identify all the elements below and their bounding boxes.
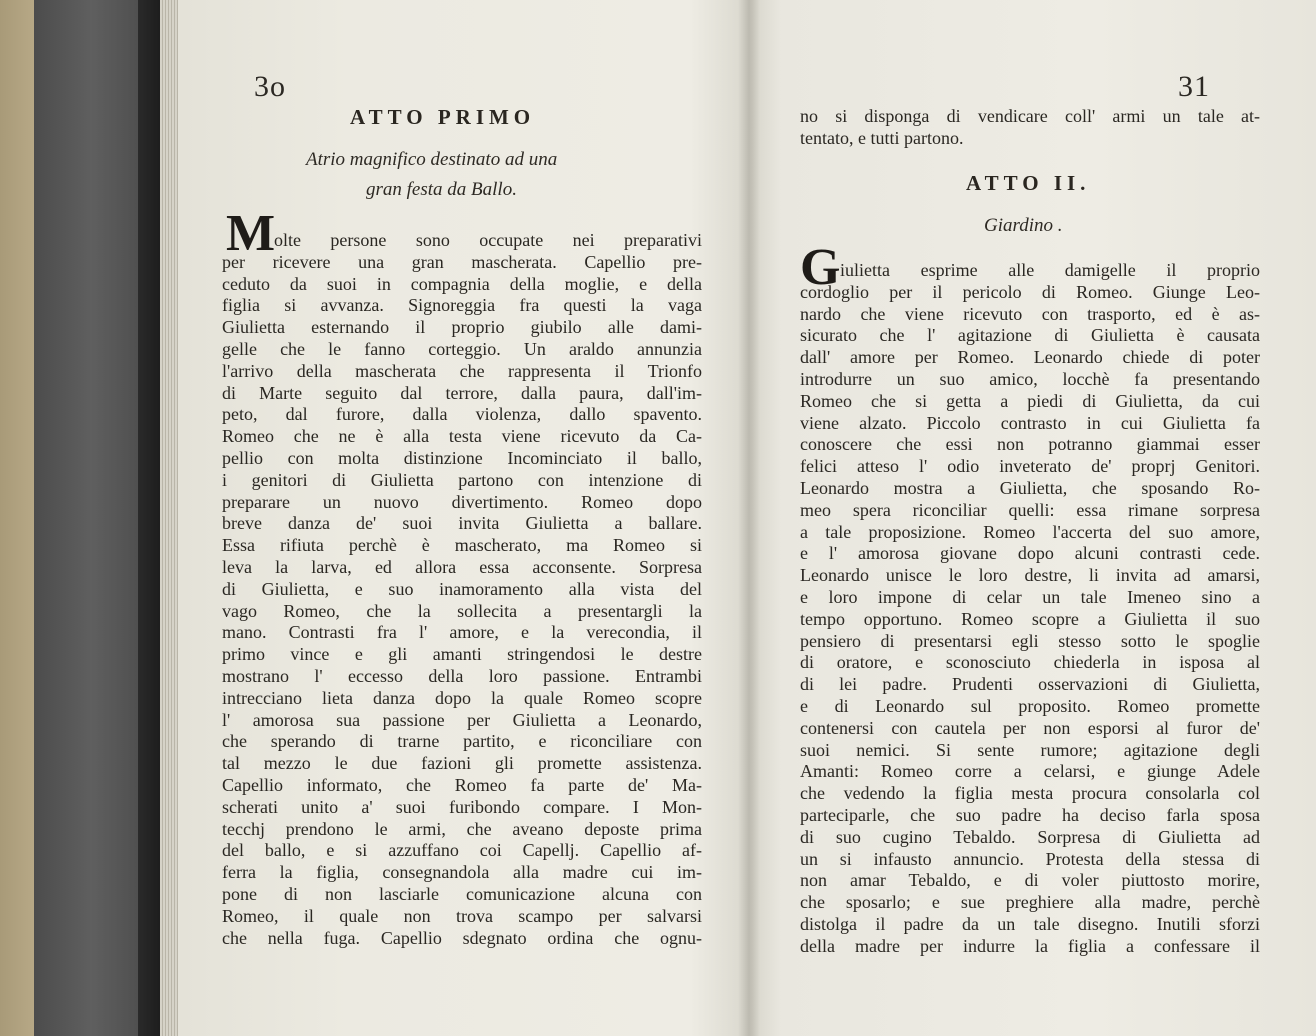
act-heading: ATTO II. — [966, 171, 1091, 195]
text-line: cordoglio per il pericolo di Romeo. Giunge Leo- — [800, 281, 1260, 302]
text-line: che sperando di trarne partito, e riconciliare con — [222, 731, 702, 752]
text-line: intrecciano lieta danza dopo la quale Romeo scopre — [222, 687, 702, 708]
text-line: introdurre un suo amico, locchè fa presentando — [800, 368, 1260, 389]
text-line: di oratore, e sconosciuto chiederla in isposa al — [800, 652, 1260, 673]
text-line: un si infausto annuncio. Protesta della stessa di — [800, 848, 1260, 869]
text-line: scherati unito a' suoi furibondo compare. I Mon- — [222, 796, 702, 817]
text-line: Essa rifiuta perchè è mascherato, ma Romeo si — [222, 535, 702, 556]
text-line: di Marte seguito dal terrore, dalla paura, dall'im- — [222, 382, 702, 403]
text-line: Romeo, il quale non trova scampo per salvarsi — [222, 905, 702, 926]
text-line: breve danza de' suoi invita Giulietta a ballare. — [222, 513, 702, 534]
text-line: vago Romeo, che la sollecita a presentargli la — [222, 600, 702, 621]
text-line: che sposarlo; e sue preghiere alla madre, perchè — [800, 892, 1260, 913]
text-line: pone di non lasciarle comunicazione alcuna con — [222, 883, 702, 904]
text-line: Romeo che si getta a piedi di Giulietta, da cui — [800, 390, 1260, 411]
text-line: no si disponga di vendicare coll' armi un tale at- — [800, 106, 1260, 126]
text-line-content: iulietta esprime alle damigelle il proprio — [840, 260, 1260, 280]
text-line: che vedendo la figlia mesta procura consolarla col — [800, 783, 1260, 804]
text-line: gelle che le fanno corteggio. Un araldo annunzia — [222, 338, 702, 359]
text-line: e loro impone di celar un tale Imeneo sino a — [800, 586, 1260, 607]
text-line: tecchj prendono le armi, che aveano deposte prima — [222, 818, 702, 839]
text-line: leva la larva, ed allora essa acconsente. Sorpresa — [222, 556, 702, 577]
text-line: Leonardo mostra a Giulietta, che sposando Ro- — [800, 477, 1260, 498]
text-line: della madre per indurre la figlia a confessare il — [800, 935, 1260, 956]
text-line: suoi nemici. Si sente rumore; agitazione degli — [800, 739, 1260, 760]
text-line: l' amorosa sua passione per Giulietta a Leonardo, — [222, 709, 702, 730]
desk-background — [0, 0, 34, 1036]
page-number: 31 — [1178, 70, 1210, 103]
book-cover-edge — [34, 0, 138, 1036]
text-line: mostrano l' eccesso della loro passione. Entrambi — [222, 665, 702, 686]
drop-cap: G — [800, 239, 841, 296]
text-line: ceduto da suoi in compagnia della moglie, e della — [222, 273, 702, 294]
text-line: e l' amorosa giovane dopo alcuni contrasti cede. — [800, 543, 1260, 564]
right-page — [748, 0, 1316, 1036]
page-number: 3o — [254, 70, 286, 103]
text-line: ferra la figlia, consegnandola alla madre cui im- — [222, 862, 702, 883]
text-line: pensiero di presentarsi egli stesso sotto le spoglie — [800, 630, 1260, 651]
text-line: sicurato che l' agitazione di Giulietta è causata — [800, 325, 1260, 346]
text-line: dall' amore per Romeo. Leonardo chiede di poter — [800, 347, 1260, 368]
text-line: felici atteso l' odio inveterato de' proprj Genitori. — [800, 456, 1260, 477]
text-line: tentato, e tutti partono. — [800, 127, 964, 148]
left-page — [178, 0, 748, 1036]
text-line: pellio con molta distinzione Incominciato il ballo, — [222, 447, 702, 468]
text-line — [222, 230, 702, 252]
text-line: di Giulietta, e suo inamoramento alla vista del — [222, 578, 702, 599]
text-line: figlia si avvanza. Signoreggia fra questi la vaga — [222, 295, 702, 316]
text-line: a tale proposizione. Romeo l'accerta del suo amore, — [800, 521, 1260, 542]
text-line: di lei padre. Prudenti osservazioni di Giulietta, — [800, 674, 1260, 695]
scene-description-line-1: Atrio magnifico destinato ad una — [306, 149, 558, 170]
text-line-content: olte persone sono occupate nei preparativi — [274, 230, 702, 250]
text-line — [800, 260, 1260, 282]
text-line: primo vince e gli amanti stringendosi le destre — [222, 644, 702, 665]
text-line: preparare un nuovo divertimento. Romeo dopo — [222, 491, 702, 512]
text-line: contenersi con cautela per non esporsi al furor de' — [800, 717, 1260, 738]
text-line: per ricevere una gran mascherata. Capellio pre- — [222, 251, 702, 272]
scene-description: Giardino . — [984, 215, 1063, 236]
body-text — [800, 260, 1260, 958]
text-line: i genitori di Giulietta partono con intenzione di — [222, 469, 702, 490]
text-line: distolga il padre da un tale disegno. Inutili sforzi — [800, 913, 1260, 934]
text-line: Romeo che ne è alla testa viene ricevuto da Ca- — [222, 426, 702, 447]
text-line: e di Leonardo sul proposito. Romeo promette — [800, 695, 1260, 716]
body-text — [222, 230, 702, 949]
text-line: l'arrivo della mascherata che rappresenta il Trionfo — [222, 360, 702, 381]
book-spread — [178, 0, 1316, 1036]
text-line: meo spera riconciliar quelli: essa rimane sorpresa — [800, 499, 1260, 520]
text-line: Leonardo unisce le loro destre, li invita ad amarsi, — [800, 565, 1260, 586]
scene-description-line-2: gran festa da Ballo. — [366, 179, 517, 200]
text-line: Amanti: Romeo corre a celarsi, e giunge Adele — [800, 761, 1260, 782]
text-line: di suo cugino Tebaldo. Sorpresa di Giulietta ad — [800, 826, 1260, 847]
continued-text — [800, 106, 1260, 150]
text-line: del ballo, e si azzuffano coi Capellj. Capellio af- — [222, 840, 702, 861]
text-line: mano. Contrasti fra l' amore, e la verecondia, il — [222, 622, 702, 643]
text-line: parteciparle, che suo padre ha deciso farla sposa — [800, 804, 1260, 825]
text-line: che nella fuga. Capellio sdegnato ordina che ognu- — [222, 927, 702, 948]
text-line: tal mezzo le due fazioni gli promette assistenza. — [222, 753, 702, 774]
text-line: conoscere che essi non potranno giammai esser — [800, 434, 1260, 455]
text-line: non amar Tebaldo, e di voler piuttosto morire, — [800, 870, 1260, 891]
act-heading: ATTO PRIMO — [350, 105, 536, 129]
drop-cap: M — [226, 205, 276, 262]
text-line: viene alzato. Piccolo contrasto in cui Giulietta fa — [800, 412, 1260, 433]
text-line: Capellio informato, che Romeo fa parte de' Ma- — [222, 774, 702, 795]
text-line: Giulietta esternando il proprio giubilo alle dami- — [222, 317, 702, 338]
text-line: peto, dal furore, dalla violenza, dallo spavento. — [222, 404, 702, 425]
text-line: tempo opportuno. Romeo scopre a Giulietta il suo — [800, 608, 1260, 629]
text-line: nardo che viene ricevuto con trasporto, ed è as- — [800, 303, 1260, 324]
